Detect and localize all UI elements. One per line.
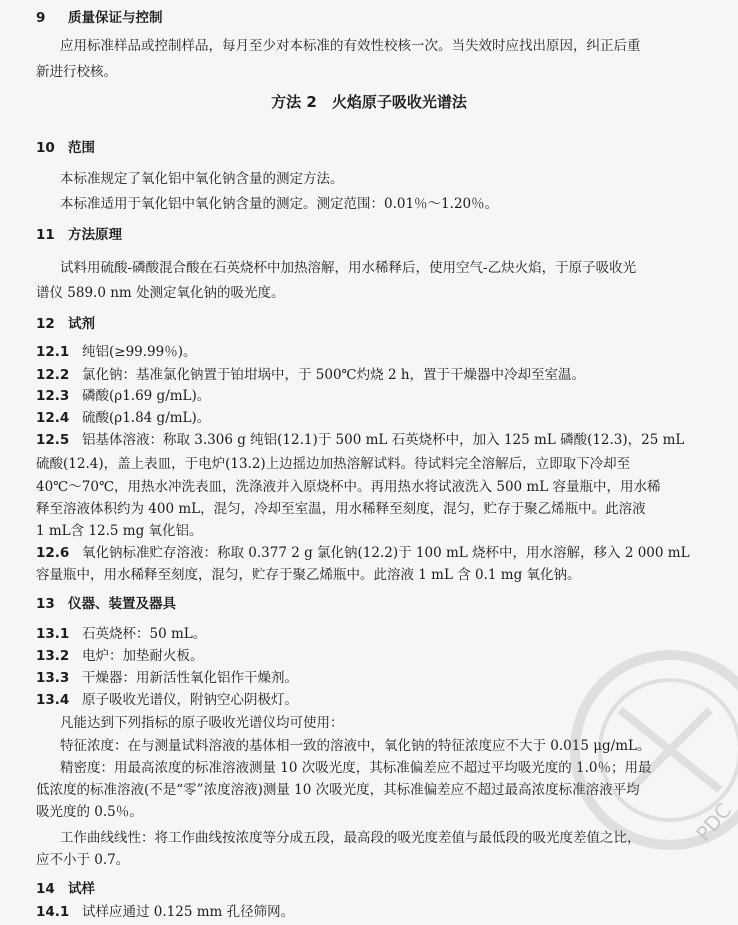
- paragraph-line: 本标准规定了氧化铝中氧化钠含量的测定方法。: [60, 171, 344, 187]
- section-heading-13: 13 仪器、装置及器具: [36, 596, 176, 612]
- list-item: 12.5 铝基体溶液：称取 3.306 g 纯铝(12.1)于 500 mL 石英烧杯中，加入 125 mL 磷酸(12.3)，25 mL: [36, 432, 685, 448]
- paragraph-line: 40℃～70℃，用热水冲洗表皿，洗涤液并入原烧杯中。再用热水将试液洗入 500 mL 容量瓶中，用水稀: [36, 479, 661, 495]
- list-item: 12.1 纯铝(≥99.99％)。: [36, 344, 197, 360]
- paragraph-line: 1 mL含 12.5 mg 氧化铝。: [36, 523, 203, 539]
- section-heading-12: 12 试剂: [36, 316, 95, 332]
- method-title: 方法 2 火焰原子吸收光谱法: [271, 93, 467, 111]
- paragraph-line: 本标准适用于氧化铝中氧化钠含量的测定。测定范围：0.01％～1.20％。: [60, 196, 499, 212]
- paragraph-line: 精密度：用最高浓度的标准溶液测量 10 次吸光度，其标准偏差应不超过平均吸光度的 1.0％；用最: [60, 760, 652, 776]
- list-item: 13.2 电炉：加垫耐火板。: [36, 648, 204, 664]
- paragraph-line: 容量瓶中，用水稀释至刻度，混匀，贮存于聚乙烯瓶中。此溶液 1 mL 含 0.1 mg 氧化钠。: [36, 567, 581, 583]
- paragraph-line: 吸光度的 0.5％。: [36, 804, 143, 820]
- section-heading-11: 11 方法原理: [36, 227, 122, 243]
- watermark-text: PDC: [690, 798, 736, 846]
- paragraph-line: 工作曲线线性：将工作曲线按浓度等分成五段，最高段的吸光度差值与最低段的吸光度差值之比，: [60, 830, 641, 846]
- section-heading-14: 14 试样: [36, 881, 95, 897]
- list-item: 13.3 干燥器：用新活性氧化铝作干燥剂。: [36, 670, 298, 686]
- list-item: 13.4 原子吸收光谱仪，附钠空心阴极灯。: [36, 692, 298, 708]
- section-heading-10: 10 范围: [36, 140, 95, 156]
- paragraph-line: 谱仪 589.0 nm 处测定氧化钠的吸光度。: [36, 285, 285, 301]
- paragraph-line: 新进行校核。: [36, 64, 117, 80]
- list-item: 12.6 氧化钠标准贮存溶液：称取 0.377 2 g 氯化钠(12.2)于 100 mL 烧杯中，用水溶解，移入 2 000 mL: [36, 545, 690, 561]
- paragraph-line: 硫酸(12.4)，盖上表皿，于电炉(13.2)上边摇边加热溶解试料。待试料完全溶解后，立即取下冷却至: [36, 456, 631, 472]
- list-item: 13.1 石英烧杯：50 mL。: [36, 626, 207, 642]
- paragraph-line: 特征浓度：在与测量试料溶液的基体相一致的溶液中，氧化钠的特征浓度应不大于 0.015 μg/mL。: [60, 738, 651, 754]
- list-item: 12.2 氯化钠：基准氯化钠置于铂坩埚中，于 500℃灼烧 2 h，置于干燥器中冷却至室温。: [36, 367, 586, 383]
- paragraph-line: 应不小于 0.7。: [36, 852, 130, 868]
- paragraph-line: 应用标准样品或控制样品，每月至少对本标准的有效性校核一次。当失效时应找出原因，纠正后重: [60, 38, 641, 54]
- list-item: 14.1 试样应通过 0.125 mm 孔径筛网。: [36, 904, 295, 920]
- paragraph-line: 低浓度的标准溶液(不是“零”浓度溶液)测量 10 次吸光度，其标准偏差应不超过最高浓度标准溶液平均: [36, 782, 640, 798]
- section-heading-9: 9 质量保证与控制: [36, 10, 163, 26]
- paragraph-line: 释至溶液体积约为 400 mL，混匀，冷却至室温，用水稀释至刻度，混匀，贮存于聚乙烯瓶中。此溶液: [36, 501, 646, 517]
- paragraph-line: 凡能达到下列指标的原子吸收光谱仪均可使用：: [60, 715, 344, 731]
- list-item: 12.3 磷酸(ρ1.69 g/mL)。: [36, 388, 211, 404]
- list-item: 12.4 硫酸(ρ1.84 g/mL)。: [36, 410, 211, 426]
- paragraph-line: 试料用硫酸-磷酸混合酸在石英烧杯中加热溶解，用水稀释后，使用空气-乙炔火焰，于原子吸收光: [60, 260, 637, 276]
